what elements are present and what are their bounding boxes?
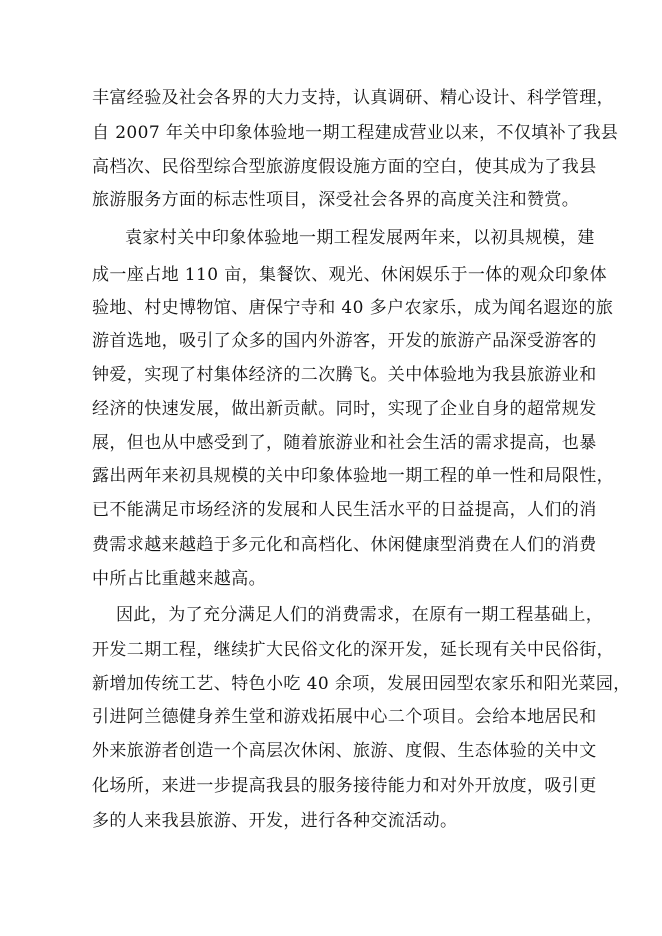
text-line: 中所占比重越来越高。 [92,569,266,589]
text-line: 丰富经验及社会各界的大力支持，认真调研、精心设计、科学管理， [92,88,614,108]
text-line: 旅游服务方面的标志性项目，深受社会各界的高度关注和赞赏。 [92,190,580,210]
text-line: 游首选地，吸引了众多的国内外游客，开发的旅游产品深受游客的 [92,331,597,351]
text-line: 开发二期工程，继续扩大民俗文化的深开发，延长现有关中民俗街， [92,640,614,660]
text-line: 钟爱，实现了村集体经济的二次腾飞。关中体验地为我县旅游业和 [92,365,597,385]
text-line: 成一座占地 110 亩，集餐饮、观光、休闲娱乐于一体的观众印象体 [92,265,608,285]
paragraph-first-line: 袁家村关中印象体验地一期工程发展两年来，以初具规模，建 [125,228,595,248]
text-line: 引进阿兰德健身养生堂和游戏拓展中心二个项目。会给本地居民和 [92,707,597,727]
text-line: 展，但也从中感受到了，随着旅游业和社会生活的需求提高，也暴 [92,433,597,453]
text-line: 验地、村史博物馆、唐保宁寺和 40 多户农家乐，成为闻名遐迩的旅 [92,298,614,318]
text-line: 高档次、民俗型综合型旅游度假设施方面的空白，使其成为了我县 [92,157,597,177]
text-line: 露出两年来初具规模的关中印象体验地一期工程的单一性和局限性， [92,466,614,486]
text-line: 费需求越来越趋于多元化和高档化、休闲健康型消费在人们的消费 [92,535,597,555]
text-line: 新增加传统工艺、特色小吃 40 余项，发展田园型农家乐和阳光菜园， [92,674,631,694]
text-line: 经济的快速发展，做出新贡献。同时，实现了企业自身的超常规发 [92,399,597,419]
paragraph-first-line: 因此，为了充分满足人们的消费需求，在原有一期工程基础上， [116,605,604,625]
text-line: 化场所，来进一步提高我县的服务接待能力和对外开放度，吸引更 [92,776,597,796]
text-line: 外来旅游者创造一个高层次休闲、旅游、度假、生态体验的关中文 [92,741,597,761]
text-line: 多的人来我县旅游、开发，进行各种交流活动。 [92,811,458,831]
text-line: 自 2007 年关中印象体验地一期工程建成营业以来，不仅填补了我县 [92,123,619,143]
text-line: 已不能满足市场经济的发展和人民生活水平的日益提高，人们的消 [92,500,597,520]
